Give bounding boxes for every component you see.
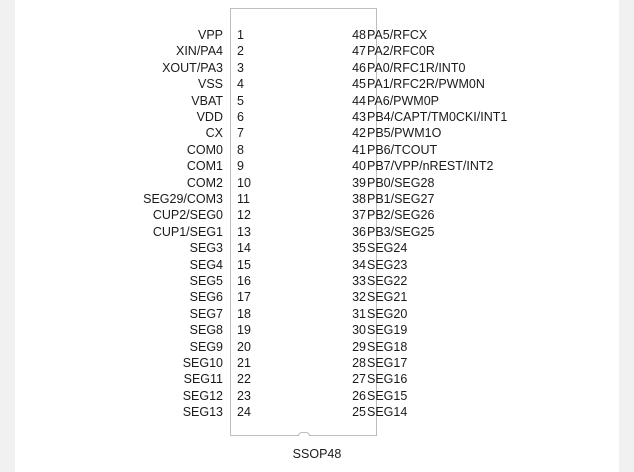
left-pin-name: COM2 <box>186 175 223 190</box>
left-pin-name: VBAT <box>191 93 223 108</box>
right-pin-number: 29 <box>352 339 366 354</box>
left-pin-name: CUP1/SEG1 <box>152 224 223 239</box>
left-pin-number: 24 <box>237 405 251 420</box>
right-pin-name: SEG15 <box>367 388 408 403</box>
package-label: SSOP48 <box>292 447 342 461</box>
right-pin-name: PB5/PWM1O <box>367 126 442 141</box>
right-pin-name: SEG19 <box>367 323 408 338</box>
left-pin-name: SEG3 <box>189 241 223 256</box>
left-pin-name: SEG29/COM3 <box>143 192 223 206</box>
left-pin-name: COM1 <box>186 159 223 174</box>
right-pin-name: PB1/SEG27 <box>367 192 435 206</box>
right-pin-name: PB4/CAPT/TM0CKI/INT1 <box>367 110 508 124</box>
left-pin-number: 9 <box>237 159 244 174</box>
left-pin-name: SEG11 <box>183 372 223 387</box>
right-pin-number: 26 <box>352 388 366 403</box>
right-pin-number: 41 <box>352 142 366 157</box>
right-pin-name: PB2/SEG26 <box>367 208 435 223</box>
right-pin-number: 36 <box>352 224 366 239</box>
left-pin-name: SEG7 <box>189 306 223 321</box>
left-pin-number: 16 <box>237 274 251 288</box>
right-pin-number: 31 <box>352 306 366 321</box>
left-pin-number: 6 <box>237 110 244 124</box>
left-pin-number: 2 <box>237 44 244 59</box>
left-pin-number: 10 <box>237 175 251 190</box>
right-pin-number: 34 <box>352 257 366 272</box>
right-pin-name: PB0/SEG28 <box>367 175 435 190</box>
right-pin-name: SEG22 <box>367 274 408 288</box>
left-pin-name: SEG12 <box>182 388 223 403</box>
right-pin-name: PB3/SEG25 <box>367 224 435 239</box>
left-pin-number: 21 <box>237 356 251 370</box>
right-pin-name: PA0/RFC1R/INT0 <box>367 60 466 75</box>
left-pin-number: 3 <box>237 60 244 75</box>
left-pin-name: VSS <box>197 77 223 92</box>
left-pin-name: SEG13 <box>182 405 223 420</box>
right-pin-number: 32 <box>352 290 366 305</box>
left-pin-name: CUP2/SEG0 <box>152 208 223 223</box>
right-pin-number: 48 <box>352 28 366 42</box>
right-pin-number: 30 <box>352 323 366 338</box>
left-pin-name: XIN/PA4 <box>175 44 223 59</box>
right-pin-name: SEG14 <box>367 405 408 420</box>
right-pin-number: 42 <box>352 126 366 141</box>
right-pin-number: 33 <box>352 274 366 288</box>
left-pin-number: 5 <box>237 93 244 108</box>
pinout-diagram <box>15 0 619 472</box>
right-pin-name: SEG24 <box>367 241 408 256</box>
left-pin-name: VDD <box>196 110 223 124</box>
left-pin-number: 4 <box>237 77 244 92</box>
left-pin-number: 18 <box>237 306 251 321</box>
right-pin-number: 47 <box>352 44 366 59</box>
right-pin-name: PA5/RFCX <box>367 28 428 42</box>
left-pin-number: 23 <box>237 388 251 403</box>
right-pin-name: SEG23 <box>367 257 408 272</box>
right-pin-number: 28 <box>352 356 366 370</box>
right-pin-number: 27 <box>352 372 366 387</box>
left-pin-name: SEG9 <box>189 339 223 354</box>
left-pin-name: VPP <box>197 28 223 42</box>
left-pin-name: XOUT/PA3 <box>162 60 223 75</box>
right-pin-number: 38 <box>352 192 366 206</box>
right-pin-name: PB7/VPP/nREST/INT2 <box>367 159 494 174</box>
left-pin-name: SEG5 <box>189 274 223 288</box>
right-pin-name: PB6/TCOUT <box>367 142 438 157</box>
chip-notch <box>298 432 310 436</box>
left-pin-number: 8 <box>237 142 244 157</box>
left-pin-name: SEG6 <box>189 290 223 305</box>
left-pin-number: 7 <box>237 126 244 141</box>
left-pin-number: 11 <box>237 192 250 206</box>
right-pin-number: 39 <box>352 175 366 190</box>
right-pin-name: PA6/PWM0P <box>367 93 440 108</box>
left-pin-name: SEG8 <box>189 323 223 338</box>
right-pin-name: SEG20 <box>367 306 408 321</box>
left-pin-name: COM0 <box>186 142 223 157</box>
left-pin-number: 19 <box>237 323 251 338</box>
right-pin-name: SEG16 <box>367 372 408 387</box>
left-pin-number: 12 <box>237 208 251 223</box>
left-pin-number: 20 <box>237 339 251 354</box>
right-pin-number: 43 <box>352 110 366 124</box>
right-pin-number: 46 <box>352 60 366 75</box>
left-pin-number: 13 <box>237 224 251 239</box>
left-pin-number: 17 <box>237 290 251 305</box>
right-pin-number: 25 <box>352 405 366 420</box>
left-pin-name: SEG10 <box>182 356 223 370</box>
right-pin-name: SEG17 <box>367 356 408 370</box>
right-pin-name: PA1/RFC2R/PWM0N <box>367 77 485 92</box>
left-pin-number: 1 <box>237 28 244 42</box>
left-pin-name: CX <box>205 126 223 141</box>
right-pin-name: SEG18 <box>367 339 408 354</box>
left-pin-number: 22 <box>237 372 251 387</box>
left-pin-number: 14 <box>237 241 251 256</box>
left-pin-name: SEG4 <box>189 257 223 272</box>
left-pin-number: 15 <box>237 257 251 272</box>
right-pin-name: SEG21 <box>367 290 408 305</box>
right-pin-number: 45 <box>352 77 366 92</box>
right-pin-number: 35 <box>352 241 366 256</box>
right-pin-name: PA2/RFC0R <box>367 44 435 59</box>
right-pin-number: 44 <box>352 93 366 108</box>
right-pin-number: 40 <box>352 159 366 174</box>
right-pin-number: 37 <box>352 208 366 223</box>
